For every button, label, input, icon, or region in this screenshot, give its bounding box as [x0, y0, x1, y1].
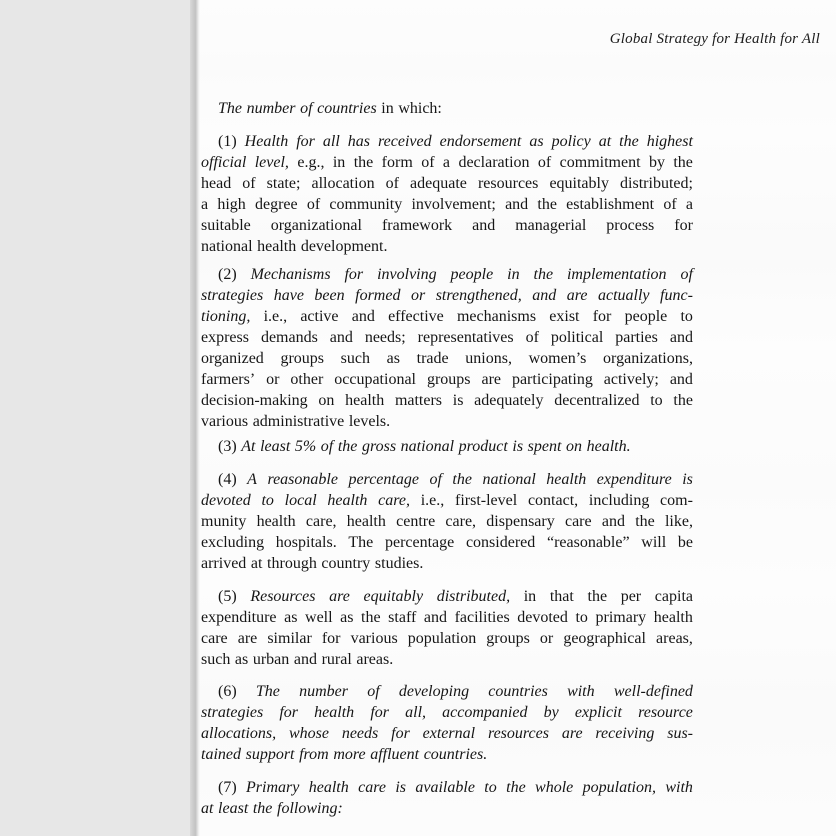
text-line: decision-making on health matters is adequately decentralized to the — [201, 392, 693, 409]
text-line: (6) The number of developing countries with well-defined — [218, 683, 693, 700]
text-line: munity health care, health centre care, dispensary care and the like, — [201, 513, 693, 530]
text-line: express demands and needs; representatives of political parties and — [201, 329, 693, 346]
paragraph-intro — [201, 98, 693, 119]
text-line: devoted to local health care, i.e., first-level contact, including com- — [201, 492, 693, 509]
text-line: (4) A reasonable percentage of the national health expenditure is — [218, 471, 693, 488]
text-line: national health development. — [201, 238, 388, 255]
text-line: tioning, i.e., active and effective mechanisms exist for people to — [201, 308, 693, 325]
paragraph-4 — [201, 469, 693, 574]
text-line: at least the following: — [201, 800, 343, 817]
text-line: The number of countries in which: — [218, 100, 442, 117]
document-page — [190, 0, 836, 836]
paragraph-1 — [201, 131, 693, 257]
text-line: excluding hospitals. The percentage considered “reasonable” will be — [201, 534, 693, 551]
text-line: strategies for health for all, accompanied by explicit resource — [201, 704, 693, 721]
running-head: Global Strategy for Health for All — [609, 31, 820, 47]
text-line: care are similar for various population groups or geographical areas, — [201, 630, 693, 647]
paragraph-7 — [201, 777, 693, 819]
paragraph-2 — [201, 264, 693, 432]
text-line: (3) At least 5% of the gross national product is spent on health. — [218, 438, 631, 455]
text-line: tained support from more affluent countries. — [201, 746, 488, 763]
text-line: allocations, whose needs for external resources are receiving sus- — [201, 725, 693, 742]
text-line: (5) Resources are equitably distributed, in that the per capita — [218, 588, 693, 605]
text-line: expenditure as well as the staff and facilities devoted to primary health — [201, 609, 693, 626]
text-line: farmers’ or other occupational groups are participating actively; and — [201, 371, 693, 388]
text-line: arrived at through country studies. — [201, 555, 424, 572]
text-line: strategies have been formed or strengthened, and are actually func- — [201, 287, 693, 304]
paragraph-5 — [201, 586, 693, 670]
text-line: (1) Health for all has received endorsement as policy at the highest — [218, 133, 693, 150]
text-line: suitable organizational framework and managerial process for — [201, 217, 693, 234]
text-line: (7) Primary health care is available to the whole population, with — [218, 779, 693, 796]
text-line: head of state; allocation of adequate resources equitably distributed; — [201, 175, 693, 192]
text-line: (2) Mechanisms for involving people in the implementation of — [218, 266, 693, 283]
paragraph-6 — [201, 681, 693, 765]
paragraph-3 — [201, 436, 693, 457]
text-line: a high degree of community involvement; and the establishment of a — [201, 196, 693, 213]
text-line: official level, e.g., in the form of a declaration of commitment by the — [201, 154, 693, 171]
text-line: such as urban and rural areas. — [201, 651, 394, 668]
text-line: organized groups such as trade unions, women’s organizations, — [201, 350, 693, 367]
text-block — [190, 0, 836, 836]
text-line: various administrative levels. — [201, 413, 391, 430]
